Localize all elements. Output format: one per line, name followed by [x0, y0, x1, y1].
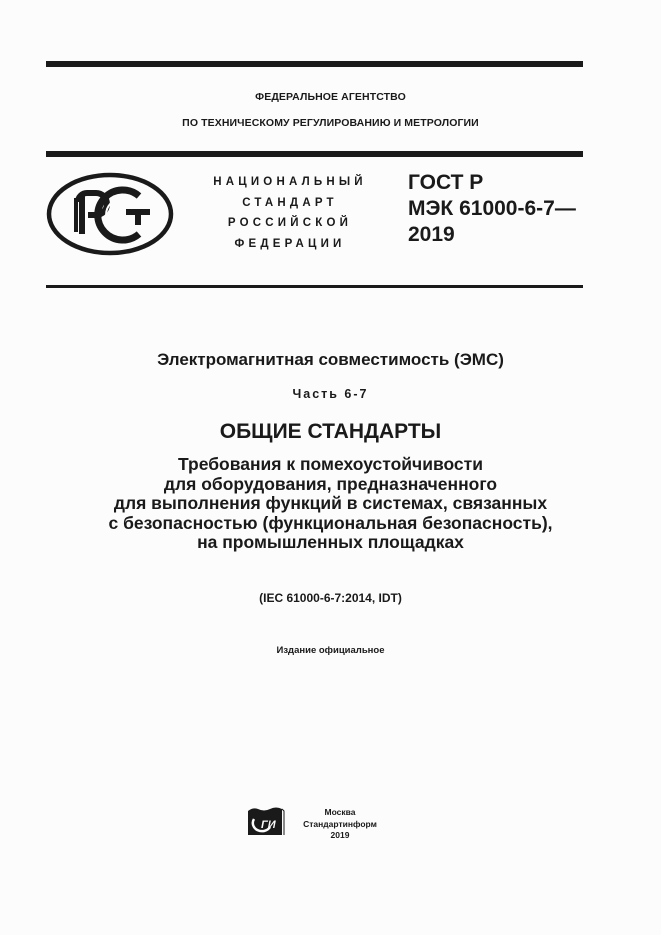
agency-line-1: ФЕДЕРАЛЬНОЕ АГЕНТСТВО	[255, 91, 406, 103]
russian-line: РОССИЙСКОЙ	[227, 217, 353, 229]
subtitle-line: на промышленных площадках	[197, 532, 464, 552]
subtitle-line: для выполнения функций в системах, связанных	[113, 493, 548, 513]
standard-line: СТАНДАРТ	[242, 196, 338, 209]
publisher-city: Москва	[324, 807, 356, 817]
standartinform-logo-icon	[246, 805, 286, 842]
gost-r-logo-icon	[46, 172, 174, 261]
designation-line-3: 2019	[408, 223, 455, 246]
publisher-year: 2019	[330, 830, 350, 840]
subtitle-line: для оборудования, предназначенного	[163, 473, 498, 494]
publisher-info	[290, 807, 390, 842]
svg-text:ГИ: ГИ	[261, 819, 276, 831]
subtitle-line: Требования к помехоустойчивости	[177, 454, 483, 474]
national-standard-label	[190, 172, 390, 254]
edition-label: Издание официальное	[276, 645, 385, 656]
designation-line-2: МЭК 61000-6-7—	[408, 197, 576, 220]
standard-designation	[408, 170, 576, 248]
iec-reference: (IEC 61000-6-7:2014, IDT)	[259, 591, 402, 605]
document-subtitle	[0, 455, 661, 553]
block-rule	[46, 285, 583, 288]
top-rule	[46, 61, 583, 67]
part-number: Часть 6-7	[292, 387, 369, 401]
document-title: Электромагнитная совместимость (ЭМС)	[157, 350, 504, 369]
publisher-name: Стандартинформ	[303, 818, 377, 829]
designation-line-1: ГОСТ Р	[408, 171, 484, 194]
section-title: ОБЩИЕ СТАНДАРТЫ	[219, 420, 442, 443]
subtitle-line: с безопасностью (функциональная безопасность),	[108, 512, 553, 533]
header-rule	[46, 151, 583, 157]
federation-line: ФЕДЕРАЦИИ	[234, 237, 346, 250]
national-line: НАЦИОНАЛЬНЫЙ	[213, 176, 367, 188]
agency-line-2: ПО ТЕХНИЧЕСКОМУ РЕГУЛИРОВАНИЮ И МЕТРОЛОГИИ	[182, 117, 479, 129]
